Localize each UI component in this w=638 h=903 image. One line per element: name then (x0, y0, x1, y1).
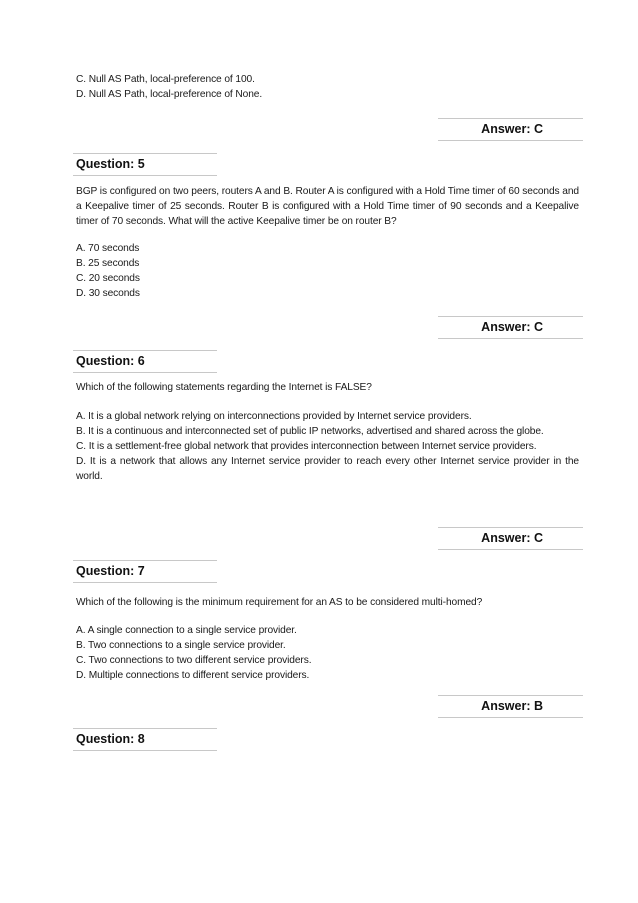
prev-question-options (76, 72, 262, 102)
option-d: D. It is a network that allows any Internet service provider to reach every other Internet service provider in the world. (76, 456, 579, 482)
answer-box-q6 (438, 527, 583, 550)
question-5-heading: Question: 5 (76, 157, 145, 171)
option-a: A. A single connection to a single service provider. (76, 625, 297, 636)
question-6-options (76, 409, 579, 484)
question-5-options (76, 241, 140, 301)
answer-label: Answer: C (481, 320, 543, 334)
question-7-heading: Question: 7 (76, 564, 145, 578)
answer-box-q5 (438, 316, 583, 339)
option-b: B. 25 seconds (76, 258, 140, 269)
option-b: B. It is a continuous and interconnected set of public IP networks, advertised and shared across the globe. (76, 426, 544, 437)
option-d: D. Multiple connections to different service providers. (76, 670, 310, 681)
option-c: C. Two connections to two different service providers. (76, 655, 312, 666)
option-a: A. It is a global network relying on interconnections provided by Internet service providers. (76, 411, 472, 422)
option-a: A. 70 seconds (76, 243, 140, 254)
question-7-options (76, 623, 311, 683)
answer-label: Answer: C (481, 531, 543, 545)
option-c: C. 20 seconds (76, 273, 140, 284)
question-7-text: Which of the following is the minimum requirement for an AS to be considered multi-homed? (76, 597, 483, 608)
answer-label: Answer: B (481, 699, 543, 713)
question-5-text: BGP is configured on two peers, routers A and B. Router A is configured with a Hold Time timer of 60 seconds and a Keepalive timer of 25 seconds. Router B is configured with a Hold Time timer of 90 seconds and a Keepalive timer of 70 seconds. What will the active Keepalive timer be on router B? (76, 186, 579, 227)
answer-box-q7 (438, 695, 583, 718)
option-c: C. Null AS Path, local-preference of 100. (76, 74, 255, 85)
question-5-heading-box (73, 153, 217, 176)
question-7-heading-box (73, 560, 217, 583)
question-8-heading-box (73, 728, 217, 751)
question-6-text: Which of the following statements regarding the Internet is FALSE? (76, 382, 372, 393)
answer-box-q4 (438, 118, 583, 141)
question-6-heading-box (73, 350, 217, 373)
option-d: D. 30 seconds (76, 288, 140, 299)
answer-label: Answer: C (481, 122, 543, 136)
option-c: C. It is a settlement-free global network that provides interconnection between Internet service providers. (76, 441, 537, 452)
question-6-heading: Question: 6 (76, 354, 145, 368)
question-8-heading: Question: 8 (76, 732, 145, 746)
option-d: D. Null AS Path, local-preference of None. (76, 89, 263, 100)
option-b: B. Two connections to a single service provider. (76, 640, 286, 651)
